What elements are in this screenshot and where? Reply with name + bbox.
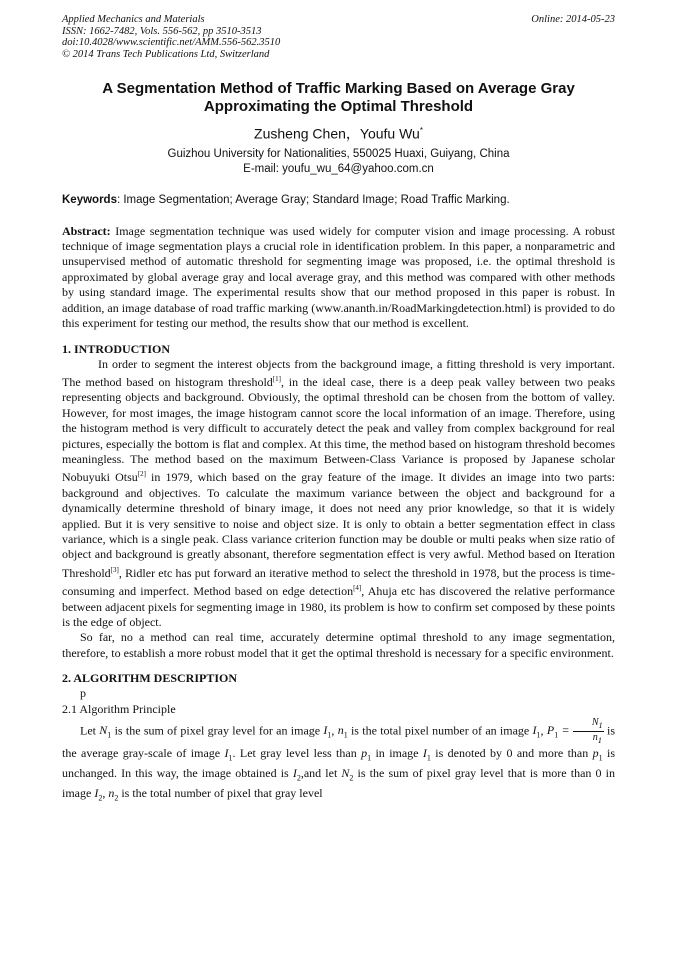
- intro-text-c: in 1979, which based on the gray feature of the image. It divides an image into two parts: background and objectives. To calculate the maximum variance between the object and background for a dynamically determine threshold of binary image, it does not need any prior knowledge, so that it is widely applied. But it is very sensitive to noise and object size. It is only to obtain a better segmentation effect in class variance, which is a single peak. Class variance criterion function may be double or multi peaks when size ratio of object and background is greatly absonant, therefore segmentation effect is very awful. Method based on Iteration Threshold: [62, 470, 616, 580]
- keywords-text: : Image Segmentation; Average Gray; Standard Image; Road Traffic Marking.: [116, 193, 510, 206]
- author-names: Zusheng Chen，Youfu Wu: [254, 125, 420, 142]
- text: ,: [540, 723, 547, 738]
- intro-text-b: , in the ideal case, there is a deep peak valley between two peaks representing objects and background. Obviously, the optimal threshold can be chosen from the bottom of valley. However, for most images, the image histogram cannot score the local information of an image. Therefore, using the histogram method is very difficult to accurately detect the peak and valley from complex background for real pictures, especially the bottom is flat and complex. At this time, the method based on histogram threshold becomes meaningless. The method based on the maximum Between-Class Variance is proposed by Japanese scholar Nobuyuki Otsu: [62, 374, 615, 485]
- text: ,: [331, 723, 338, 738]
- abstract: [62, 224, 615, 332]
- journal-header: [62, 14, 615, 60]
- citation-1: [1]: [272, 374, 281, 383]
- subsection-heading: 2.1 Algorithm Principle: [62, 701, 176, 716]
- title-line-1: A Segmentation Method of Traffic Marking Based on Average Gray: [102, 80, 575, 97]
- math-N1: $N_1$: [99, 723, 112, 740]
- text: is the total number of pixel that gray level: [118, 785, 323, 800]
- abstract-text: Image segmentation technique was used widely for computer vision and image processing. A robust technique of image segmentation plays a crucial role in identification problem. In this paper, a nonparametric and unsupervised method of automatic threshold for segmenting image was proposed, i.e. the optimal threshold is approximated by global average gray and local average gray, and this method was compared with other methods by using standard image. The experimental results show that our method proposed in this paper is robust. In addition, an image database of road traffic marking (www.ananth.in/RoadMarkingdetection.html) is provided to do this experiment for testing our method, the results show that our method is excellent.: [62, 223, 616, 331]
- intro-paragraph-1: [62, 357, 615, 631]
- text: . Let gray level less than: [232, 746, 362, 761]
- corresponding-mark: *: [419, 126, 423, 135]
- text: and more than: [512, 746, 593, 761]
- math-N2: $N_2$: [341, 765, 354, 783]
- math-zero: 0: [595, 765, 602, 780]
- online-date: Online: 2014-05-23: [531, 14, 615, 25]
- section-algorithm-heading: 2. ALGORITHM DESCRIPTION: [62, 671, 238, 686]
- title-line-2: Approximating the Optimal Threshold: [203, 98, 474, 115]
- copyright: © 2014 Trans Tech Publications Ltd, Switzerland: [62, 48, 270, 60]
- citation-3: [3]: [110, 565, 119, 574]
- intro-text-e: , Ahuja etc has discovered the relative performance between adjacent pixels for segmenting image in 1980, its problem is how to confirm set composed by these points is the edge of object.: [62, 584, 615, 629]
- text: is the sum of pixel gray level that is more than: [353, 765, 596, 780]
- math-P1-def: $P_1$ =: [546, 723, 573, 740]
- text: is the average gray-scale of image: [62, 723, 615, 761]
- keywords-label: Keywords: [62, 193, 117, 206]
- email: E-mail: youfu_wu_64@yahoo.com.cn: [243, 162, 434, 175]
- text: is denoted by: [430, 746, 507, 761]
- math-n2: $n_2$: [108, 785, 119, 803]
- math-p1: $p_1$: [592, 746, 603, 763]
- abstract-label: Abstract:: [62, 223, 111, 238]
- text: Let: [80, 723, 100, 738]
- citation-2: [2]: [137, 470, 146, 479]
- intro-text-d: , Ridler etc has put forward an iterative method to select the threshold in 1978, but the process is time-consuming and imperfect. Method based on edge detection: [62, 565, 615, 599]
- math-I1: $I_1$: [532, 723, 541, 740]
- math-I1: $I_1$: [422, 746, 431, 763]
- text: in image: [371, 746, 423, 761]
- text: is unchanged. In this way, the image obtained is: [62, 746, 616, 780]
- text: ,and let: [300, 765, 342, 780]
- paper-page: [62, 14, 615, 805]
- math-I1: $I_1$: [323, 723, 332, 740]
- text: in image: [62, 765, 615, 800]
- doi: doi:10.4028/www.scientific.net/AMM.556-562.3510: [62, 37, 281, 48]
- fraction-N1-over-n1: $\frac{N_1}{n_1}$: [573, 717, 604, 746]
- math-I2: $I_2$: [292, 765, 301, 783]
- section-introduction-heading: 1. INTRODUCTION: [62, 341, 171, 356]
- math-zero: 0: [506, 746, 513, 761]
- math-I1: $I_1$: [224, 746, 233, 763]
- math-p1: $p_1$: [361, 746, 372, 763]
- paper-title: [62, 80, 615, 116]
- keywords: [62, 193, 615, 208]
- text: is the sum of pixel gray level for an image: [111, 723, 324, 738]
- algorithm-paragraph-1: p: [80, 686, 86, 701]
- text: ,: [102, 785, 109, 800]
- intro-text-a: In order to segment the interest objects from the background image, a fitting threshold is very important. The method based on histogram threshold: [62, 356, 615, 389]
- text: is the total pixel number of an image: [347, 723, 533, 738]
- authors: [62, 122, 615, 143]
- intro-paragraph-2: So far, no a method can real time, accurately determine optimal threshold to any image segmentation, therefore, to establish a more robust model that it get the optimal threshold is necessary for a specific environment.: [62, 630, 615, 660]
- affiliation: Guizhou University for Nationalities, 550025 Huaxi, Guiyang, China: [167, 147, 510, 160]
- journal-name: Applied Mechanics and Materials: [62, 14, 205, 25]
- issn: ISSN: 1662-7482, Vols. 556-562, pp 3510-3513: [62, 25, 262, 37]
- algorithm-principle-paragraph: [62, 717, 615, 805]
- math-I2: $I_2$: [94, 785, 103, 803]
- math-n1: $n_1$: [337, 723, 348, 740]
- citation-4: [4]: [353, 584, 362, 593]
